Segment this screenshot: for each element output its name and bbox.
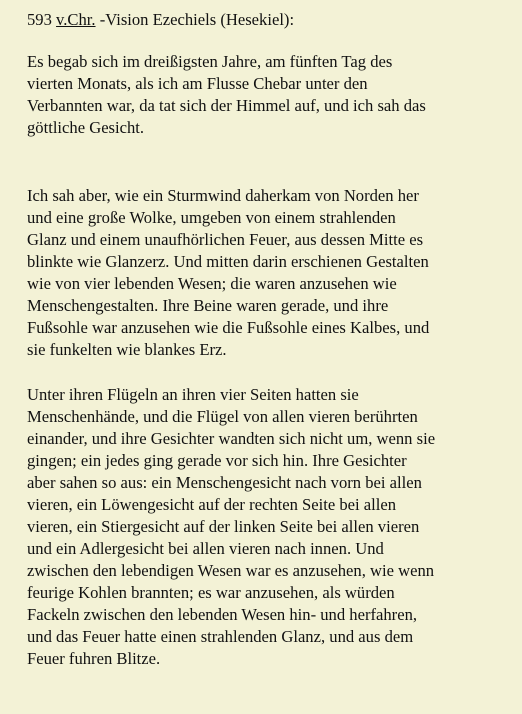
paragraph-line: aber sahen so aus: ein Menschengesicht nach vorn bei allen <box>27 473 422 492</box>
paragraph-line: sie funkelten wie blankes Erz. <box>27 340 227 359</box>
paragraph-3 <box>27 384 517 670</box>
paragraph-1 <box>27 51 517 139</box>
paragraph-line: und das Feuer hatte einen strahlenden Glanz, und aus dem <box>27 627 414 646</box>
paragraph-line: Unter ihren Flügeln an ihren vier Seiten hatten sie <box>27 385 359 404</box>
paragraph-line: feurige Kohlen brannten; es war anzusehen, als würden <box>27 583 395 602</box>
paragraph-line: gingen; ein jedes ging gerade vor sich hin. Ihre Gesichter <box>27 451 407 470</box>
paragraph-line: Ich sah aber, wie ein Sturmwind daherkam von Norden her <box>27 186 419 205</box>
paragraph-line: vieren, ein Stiergesicht auf der linken Seite bei allen vieren <box>27 517 420 536</box>
paragraph-line: Es begab sich im dreißigsten Jahre, am fünften Tag des <box>27 52 393 71</box>
paragraph-line: Glanz und einem unaufhörlichen Feuer, aus dessen Mitte es <box>27 230 424 249</box>
paragraph-2 <box>27 185 517 361</box>
era-link[interactable]: v.Chr. <box>56 10 96 29</box>
paragraph-line: Verbannten war, da tat sich der Himmel auf, und ich sah das <box>27 96 426 115</box>
paragraph-line: Fußsohle war anzusehen wie die Fußsohle eines Kalbes, und <box>27 318 430 337</box>
paragraph-line: und ein Adlergesicht bei allen vieren nach innen. Und <box>27 539 384 558</box>
heading-year: 593 <box>27 10 52 29</box>
paragraph-line: Menschenhände, und die Flügel von allen vieren berührten <box>27 407 418 426</box>
paragraph-line: vieren, ein Löwengesicht auf der rechten Seite bei allen <box>27 495 397 514</box>
paragraph-line: Fackeln zwischen den lebenden Wesen hin- und herfahren, <box>27 605 418 624</box>
paragraph-line: Menschengestalten. Ihre Beine waren gerade, und ihre <box>27 296 389 315</box>
paragraph-line: Feuer fuhren Blitze. <box>27 649 161 668</box>
paragraph-line: blinkte wie Glanzerz. Und mitten darin erschienen Gestalten <box>27 252 429 271</box>
paragraph-line: wie von vier lebenden Wesen; die waren anzusehen wie <box>27 274 397 293</box>
paragraph-line: zwischen den lebendigen Wesen war es anzusehen, wie wenn <box>27 561 435 580</box>
paragraph-line: vierten Monats, als ich am Flusse Chebar unter den <box>27 74 368 93</box>
paragraph-line: einander, und ihre Gesichter wandten sich nicht um, wenn sie <box>27 429 436 448</box>
paragraph-line: göttliche Gesicht. <box>27 118 145 137</box>
page-heading <box>27 9 514 31</box>
paragraph-line: und eine große Wolke, umgeben von einem strahlenden <box>27 208 396 227</box>
heading-title: -Vision Ezechiels (Hesekiel): <box>95 10 295 29</box>
